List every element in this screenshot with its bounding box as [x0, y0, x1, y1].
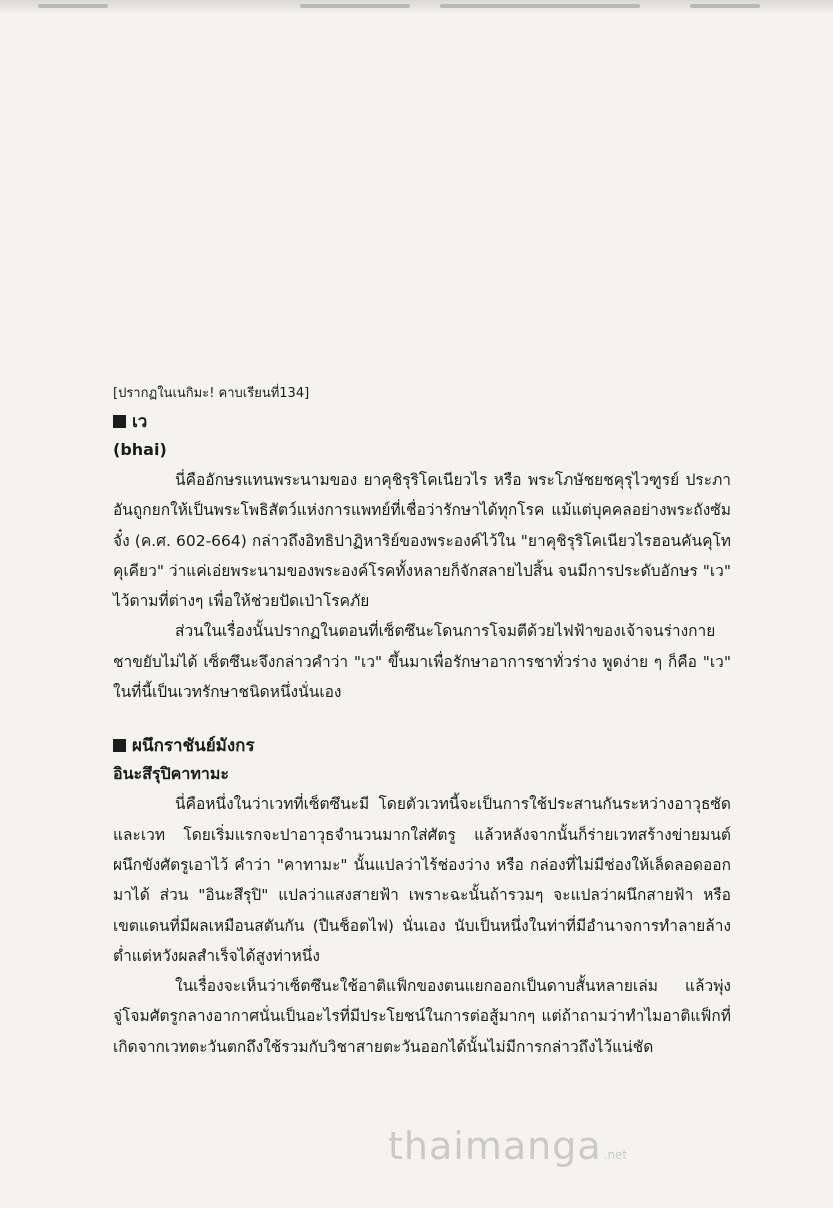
section-heading — [113, 733, 731, 759]
section-heading-text: เว — [132, 412, 148, 432]
watermark — [388, 1124, 627, 1168]
square-bullet-icon — [113, 415, 126, 428]
section-subheading: (bhai) — [113, 440, 167, 459]
paragraph: ส่วนในเรื่องนั้นปรากฏในตอนที่เซ็ตซึนะโดนการโจมตีด้วยไฟฟ้าของเจ้าจนร่างกายชาขยับไม่ได้ เซ็ตซึนะจึงกล่าวคำว่า "เว" ขึ้นมาเพื่อรักษาอาการชาทั่วร่าง พูดง่าย ๆ ก็คือ "เว" ในที่นี้เป็นเวทรักษาชนิดหนึ่งนั่นเอง — [113, 622, 731, 702]
scan-edge — [0, 0, 833, 14]
paragraph: นี่คืออักษรแทนพระนามของ ยาคุชิรุริโคเนียวไร หรือ พระโภษัชยชคุรุไวฑูรย์ ประภา อันถูกยกให้เป็นพระโพธิสัตว์แห่งการแพทย์ที่เชื่อว่ารักษาได้ทุกโรค แม้แต่บุคคลอย่างพระถังซัมจั๋ง (ค.ศ. 602-664) กล่าวถึงอิทธิปาฏิหาริย์ของพระองค์ไว้ใน "ยาคุชิรุริโคเนียวไรฮอนคันคุโทคุเคียว" ว่าแค่เอ่ยพระนามของพระองค์โรคทั้งหลายก็จักสลายไปสิ้น จนมีการประดับอักษร "เว" ไว้ตามที่ต่างๆ เพื่อให้ช่วยปัดเป่าโรคภัย — [113, 471, 731, 611]
scan-mark — [440, 4, 640, 8]
section-heading-text: ผนึกราชันย์มังกร — [132, 736, 255, 757]
square-bullet-icon — [113, 739, 126, 752]
section-heading — [113, 409, 731, 435]
section-dragon-seal — [113, 733, 731, 1062]
scan-mark — [38, 4, 108, 8]
scan-mark — [690, 4, 760, 8]
watermark-suffix: .net — [603, 1148, 628, 1162]
watermark-text: thaimanga — [388, 1124, 602, 1168]
section-gap — [113, 707, 731, 733]
section-subheading: อินะสึรุปิคาทามะ — [113, 764, 230, 784]
paragraph: ในเรื่องจะเห็นว่าเซ็ตซึนะใช้อาติแฟ็กของตนแยกออกเป็นดาบสั้นหลายเล่ม แล้วพุ่งจู่โจมศัตรูกลางอากาศนั่นเป็นอะไรที่มีประโยชน์ในการต่อสู้มากๆ แต่ถ้าถามว่าทำไมอาติแฟ็กที่เกิดจากเวทตะวันตกถึงใช้รวมกับวิชาสายตะวันออกได้นั้นไม่มีการกล่าวถึงไว้แน่ชัด — [113, 977, 731, 1056]
paragraph: นี่คือหนึ่งในว่าเวทที่เซ็ตซึนะมี โดยตัวเวทนี้จะเป็นการใช้ประสานกันระหว่างอาวุธซัดและเวท โดยเริ่มแรกจะปาอาวุธจำนวนมากใส่ศัตรู แล้วหลังจากนั้นก็ร่ายเวทสร้างข่ายมนต์ผนึกขังศัตรูเอาไว้ คำว่า "คาทามะ" นั้นแปลว่าไร้ช่องว่าง หรือ กล่องที่ไม่มีช่องให้เล็ดลอดออกมาได้ ส่วน "อินะสึรุปิ" แปลว่าแสงสายฟ้า เพราะฉะนั้นถ้ารวมๆ จะแปลว่าผนึกสายฟ้า หรือเขตแดนที่มีผลเหมือนสตันกัน (ปืนช็อตไฟ) นั่นเอง นับเป็นหนึ่งในท่าที่มีอำนาจการทำลายล้างต่ำแต่หวังผลสำเร็จได้สูงท่าหนึ่ง — [113, 795, 731, 965]
page-content — [113, 385, 731, 1062]
page-caption: [ปรากฏในเนกิมะ! คาบเรียนที่134] — [113, 386, 310, 401]
scan-mark — [300, 4, 410, 8]
section-bhai — [113, 409, 731, 707]
